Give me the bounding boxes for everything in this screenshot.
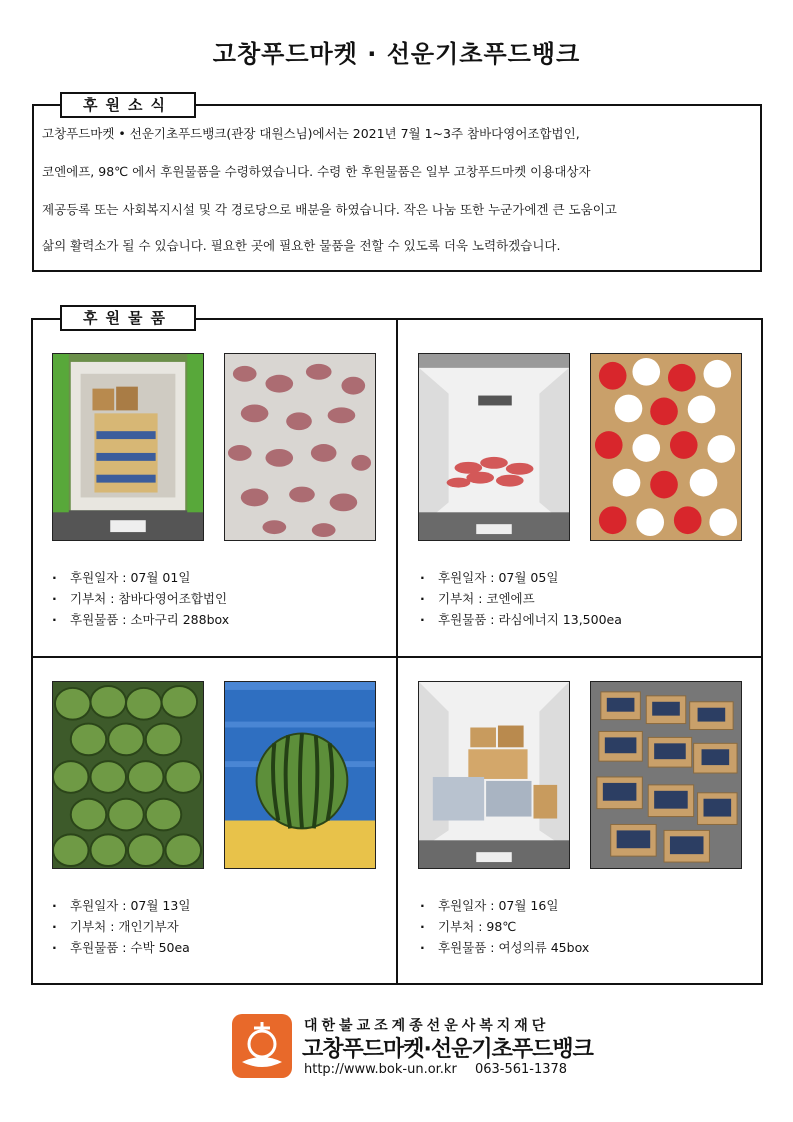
- watermelon-pile-photo: [52, 681, 204, 869]
- notice-line-3: 제공등록 또는 사회복지시설 및 각 경로당으로 배분을 하였습니다. 작은 나눔 또한 누군가에겐 큰 도움이고: [42, 202, 617, 217]
- energy-cups-photo: [590, 353, 742, 541]
- foundation-logo-icon: [232, 1014, 292, 1078]
- notice-box: [32, 104, 762, 272]
- frozen-fish-photo: [224, 353, 376, 541]
- donation-donor: · 기부처 : 개인기부자: [52, 916, 190, 937]
- watermelon-closeup-photo: [224, 681, 376, 869]
- donation-goods: · 후원물품 : 라심에너지 13,500ea: [420, 609, 622, 630]
- grid-divider-vertical: [396, 318, 398, 985]
- notice-line-1: 고창푸드마켓 • 선운기초푸드뱅크(관장 대원스님)에서는 2021년 7월 1~3주 참바다영어조합법인,: [42, 126, 580, 141]
- donation-goods: · 후원물품 : 여성의류 45box: [420, 937, 589, 958]
- donation-info-2: [420, 567, 622, 630]
- donation-donor: · 기부처 : 코엔에프: [420, 588, 622, 609]
- donation-donor: · 기부처 : 98℃: [420, 916, 589, 937]
- footer-url[interactable]: http://www.bok-un.or.kr: [304, 1062, 457, 1077]
- notice-line-4: 삶의 활력소가 될 수 있습니다. 필요한 곳에 필요한 물품을 전할 수 있도록 더욱 노력하겠습니다.: [42, 238, 561, 253]
- footer-phone: 063-561-1378: [474, 1062, 568, 1077]
- notice-section-label: 후원소식: [60, 92, 196, 118]
- truck-clothes-photo: [418, 681, 570, 869]
- donation-date: · 후원일자 : 07월 01일: [52, 567, 229, 588]
- donation-goods: · 후원물품 : 수박 50ea: [52, 937, 190, 958]
- donations-section-label: 후원물품: [60, 305, 196, 331]
- clothing-boxes-photo: [590, 681, 742, 869]
- donation-date: · 후원일자 : 07월 13일: [52, 895, 190, 916]
- footer-center-name: 고창푸드마켓·선운기초푸드뱅크: [302, 1037, 593, 1062]
- donation-goods: · 후원물품 : 소마구리 288box: [52, 609, 229, 630]
- page-title: 고창푸드마켓 · 선운기초푸드뱅크: [212, 40, 581, 68]
- footer-contact: [304, 1062, 581, 1077]
- truck-packets-photo: [418, 353, 570, 541]
- donation-date: · 후원일자 : 07월 05일: [420, 567, 622, 588]
- footer-org-name: 대한불교조계종선운사복지재단: [304, 1018, 550, 1034]
- donation-donor: · 기부처 : 참바다영어조합법인: [52, 588, 229, 609]
- grid-divider-horizontal: [31, 656, 763, 658]
- truck-boxes-photo: [52, 353, 204, 541]
- donation-date: · 후원일자 : 07월 16일: [420, 895, 589, 916]
- donation-info-4: [420, 895, 589, 958]
- notice-line-2: 코엔에프, 98℃ 에서 후원물품을 수령하였습니다. 수령 한 후원물품은 일부 고창푸드마켓 이용대상자: [42, 164, 591, 179]
- donation-info-1: [52, 567, 229, 630]
- donation-info-3: [52, 895, 190, 958]
